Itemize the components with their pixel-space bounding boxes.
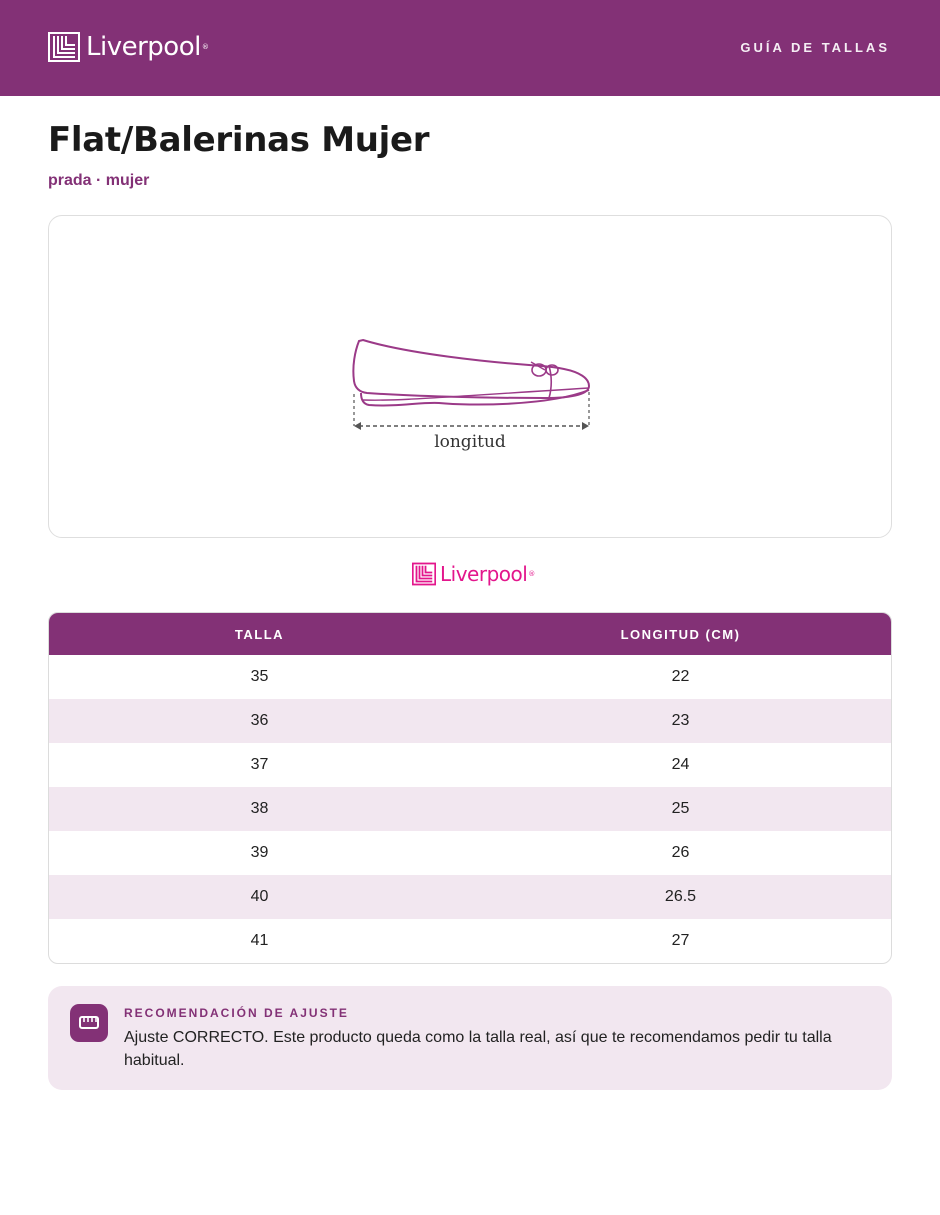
- recommendation-title: RECOMENDACIÓN DE AJUSTE: [124, 1006, 349, 1020]
- liverpool-logo-icon: [412, 562, 436, 586]
- size-table: [48, 612, 892, 964]
- ballet-flat-outline-icon: [349, 326, 599, 446]
- liverpool-logo[interactable]: [48, 30, 208, 64]
- recommendation-text: Ajuste CORRECTO. Este producto queda como la talla real, así que te recomendamos pedir tu talla habitual.: [124, 1029, 832, 1069]
- cell-length: 24: [671, 756, 690, 773]
- table-header: [49, 613, 891, 655]
- header-bar: [0, 0, 940, 96]
- page-title: Flat/Balerinas Mujer: [48, 120, 430, 160]
- table-row: [49, 787, 891, 831]
- cell-length: 23: [671, 712, 690, 729]
- table-row: [49, 919, 891, 963]
- cell-length: 26: [671, 844, 690, 861]
- cell-size: 41: [250, 932, 269, 949]
- cell-size: 40: [250, 888, 269, 905]
- liverpool-logo-icon: [48, 32, 80, 62]
- table-row: [49, 699, 891, 743]
- logo-wordmark: Liverpool®: [86, 32, 209, 62]
- cell-size: 39: [250, 844, 269, 861]
- column-header-size: TALLA: [234, 626, 285, 642]
- liverpool-logo-secondary: [412, 561, 535, 587]
- cell-length: 27: [671, 932, 690, 949]
- table-row: [49, 655, 891, 699]
- ruler-icon: [70, 1004, 108, 1042]
- size-guide-label: GUÍA DE TALLAS: [740, 40, 890, 55]
- page-subtitle: prada · mujer: [48, 172, 150, 189]
- cell-length: 25: [671, 800, 690, 817]
- cell-size: 37: [250, 756, 269, 773]
- logo-wordmark: Liverpool®: [440, 562, 535, 586]
- cell-length: 26.5: [664, 888, 697, 905]
- table-row: [49, 831, 891, 875]
- figure-label: longitud: [434, 432, 506, 452]
- column-header-length: LONGITUD (CM): [620, 626, 741, 642]
- table-row: [49, 875, 891, 919]
- cell-size: 35: [250, 668, 269, 685]
- shoe-image-card: [48, 215, 892, 538]
- cell-length: 22: [671, 668, 690, 685]
- table-row: [49, 743, 891, 787]
- fit-recommendation-box: [48, 986, 892, 1090]
- cell-size: 38: [250, 800, 269, 817]
- cell-size: 36: [250, 712, 269, 729]
